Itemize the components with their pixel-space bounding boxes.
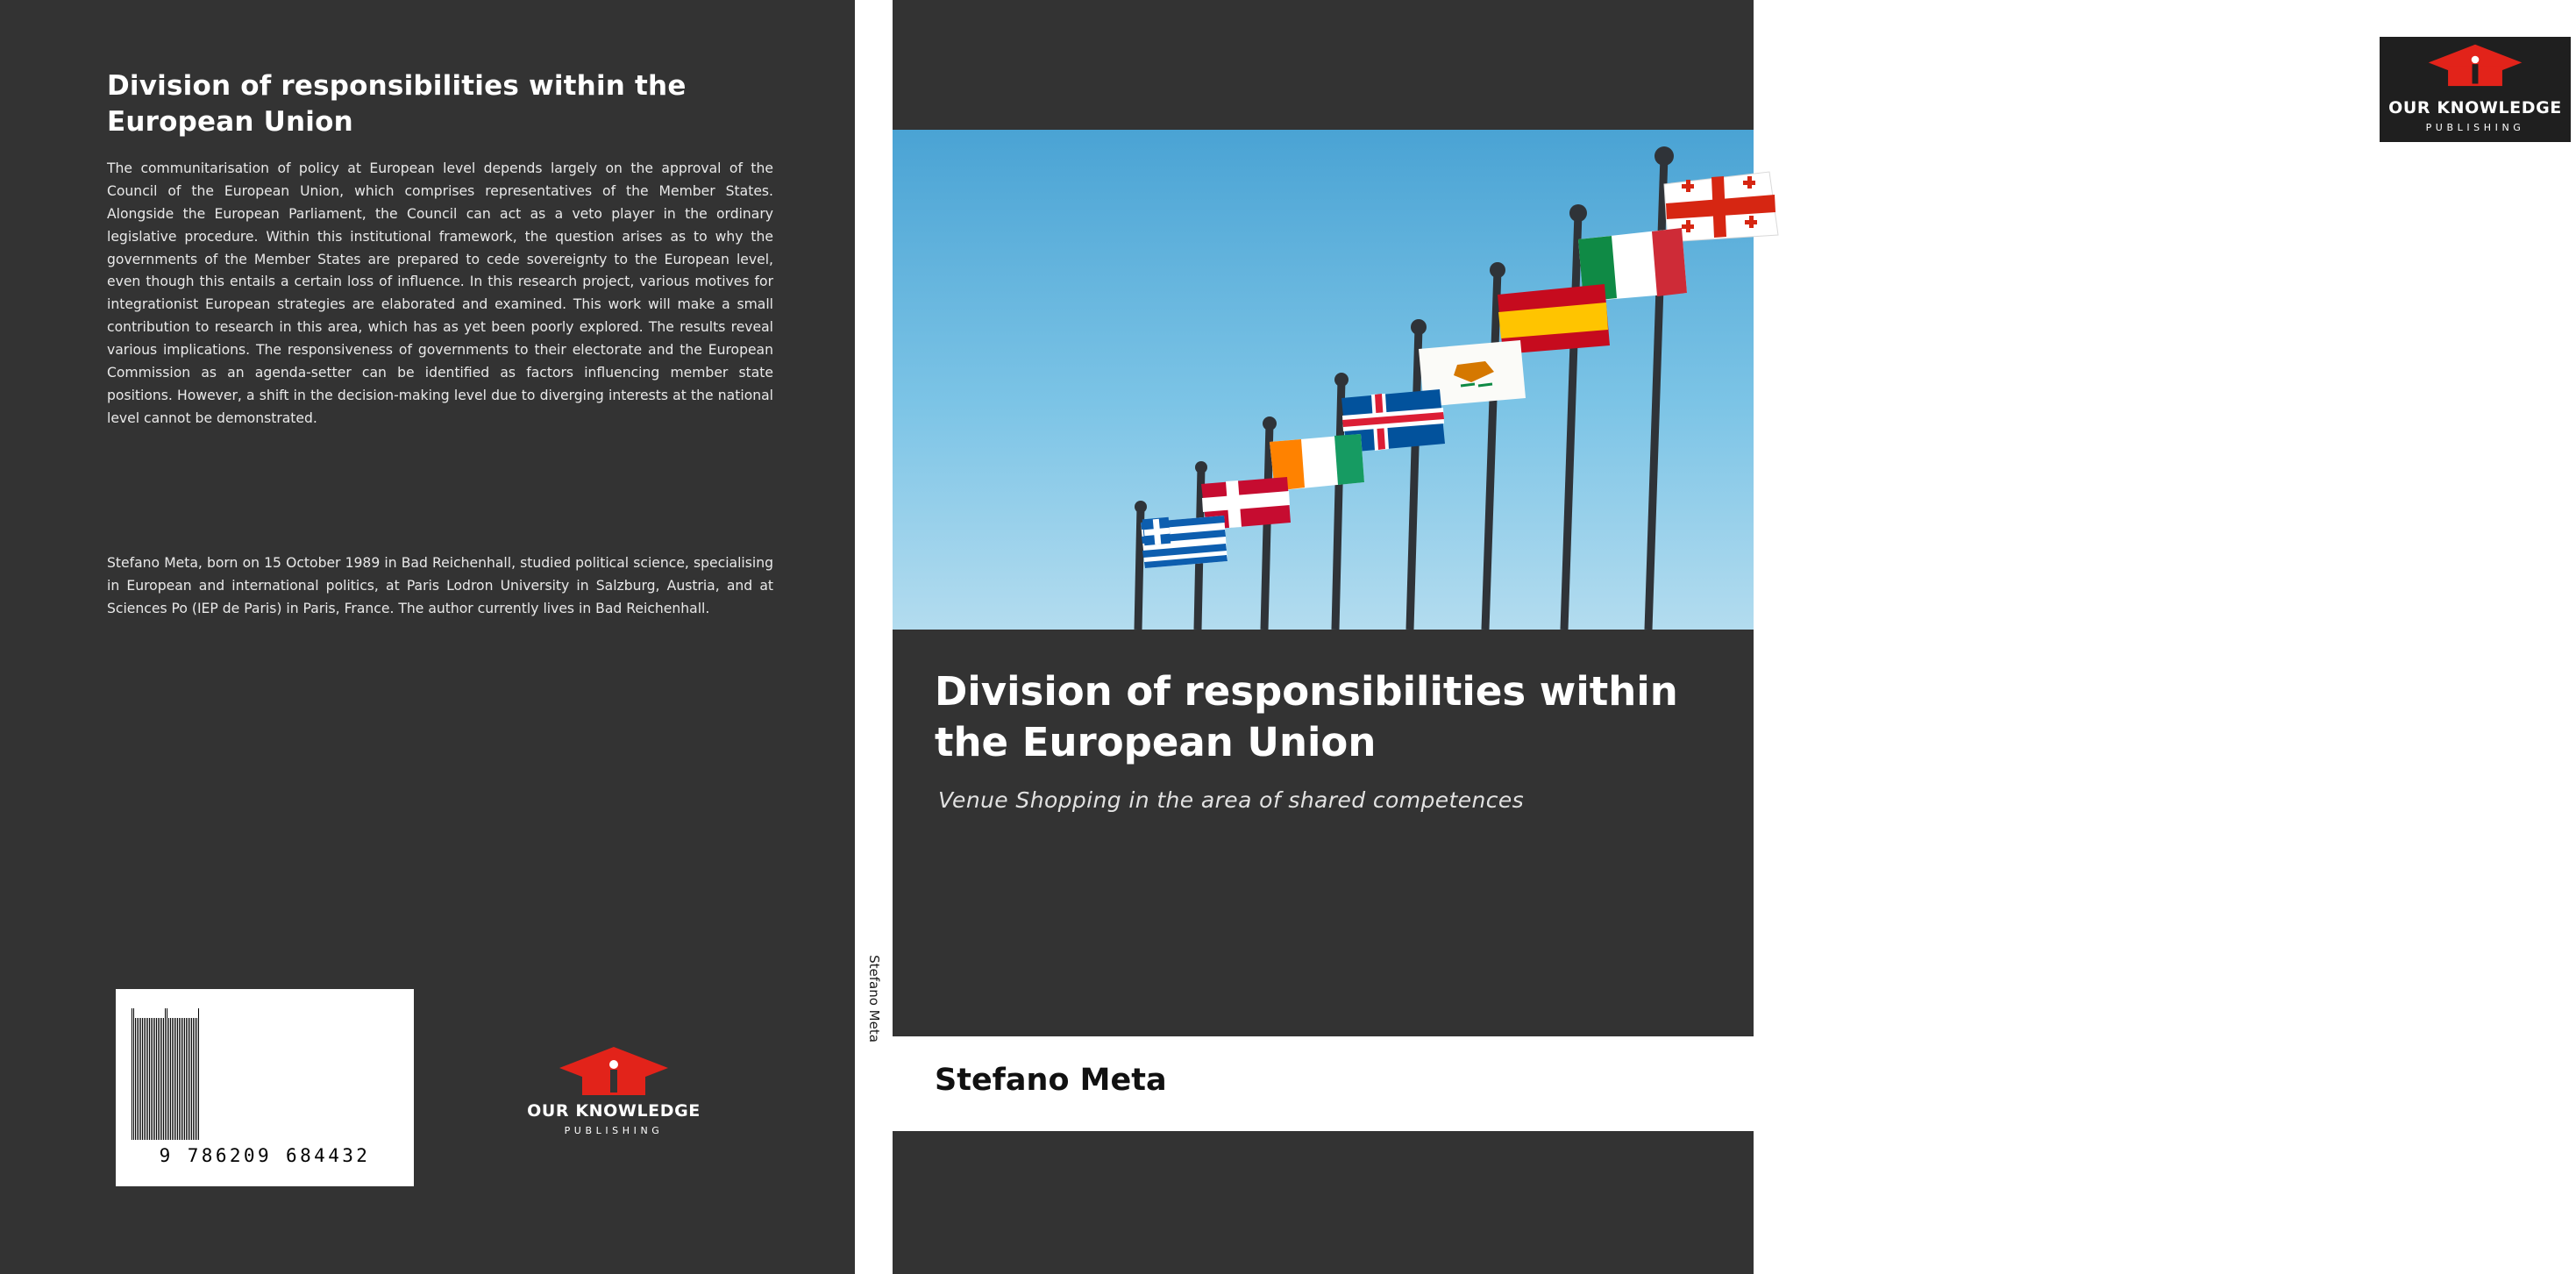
barcode-number: 9 786209 684432 [159,1145,371,1166]
author-biography: Stefano Meta, born on 15 October 1989 in Bad Reichenhall, studied political science, specialising in European and international politics, at Paris Lodron University in Salzburg, Austria, and at Sciences Po (IEP de Paris) in Paris, France. The author currently lives in Bad Reichenhall. [107,555,773,616]
author-name: Stefano Meta [935,1063,1167,1098]
graduation-cap-icon [2388,40,2562,95]
publisher-subtitle: PUBLISHING [564,1125,664,1136]
spine-author: Stefano Meta [865,955,882,1043]
front-cover-title: Division of responsibilities within the European Union [935,668,1678,765]
author-band [893,1036,1754,1131]
back-cover-blurb: The communitarisation of policy at European level depends largely on the approval of the Council of the European Union, which comprises representatives of the Member States. Alongside the European Parliament, the Council can act as a veto player in the ordinary legislative procedure. Within this institutional framework, the question arises as to why the governments of the Member States are prepared to cede sovereignty to the European level, even though this entails a certain loss of influence. In this research project, various motives for integrationist European strategies are elaborated and examined. This work will make a small contribution to research in this area, which has as yet been poorly explored. The results reveal various implications. The responsiveness of governments to their electorate and the European Commission as an agenda-setter can be identified as factors influencing member state positions. However, a shift in the decision-making level due to diverging interests at the national level cannot be demonstrated. [107,160,773,426]
back-cover [0,0,855,1274]
european-flags-illustration [893,130,1754,630]
flag-greece [1141,516,1228,568]
front-cover-subtitle: Venue Shopping in the area of shared competences [938,787,1525,813]
publisher-name: OUR KNOWLEDGE [2388,98,2562,117]
cover-photo [893,130,1754,630]
publisher-logo-front [2374,37,2576,142]
publisher-logo-back [526,1043,701,1136]
barcode-icon [132,1008,398,1140]
book-spine [855,0,893,1274]
publisher-name: OUR KNOWLEDGE [527,1101,701,1121]
graduation-cap-icon [526,1043,701,1098]
back-cover-title: Division of responsibilities within the European Union [107,70,687,138]
front-cover [893,0,2562,1274]
publisher-subtitle: PUBLISHING [2425,122,2525,133]
barcode [116,989,414,1186]
